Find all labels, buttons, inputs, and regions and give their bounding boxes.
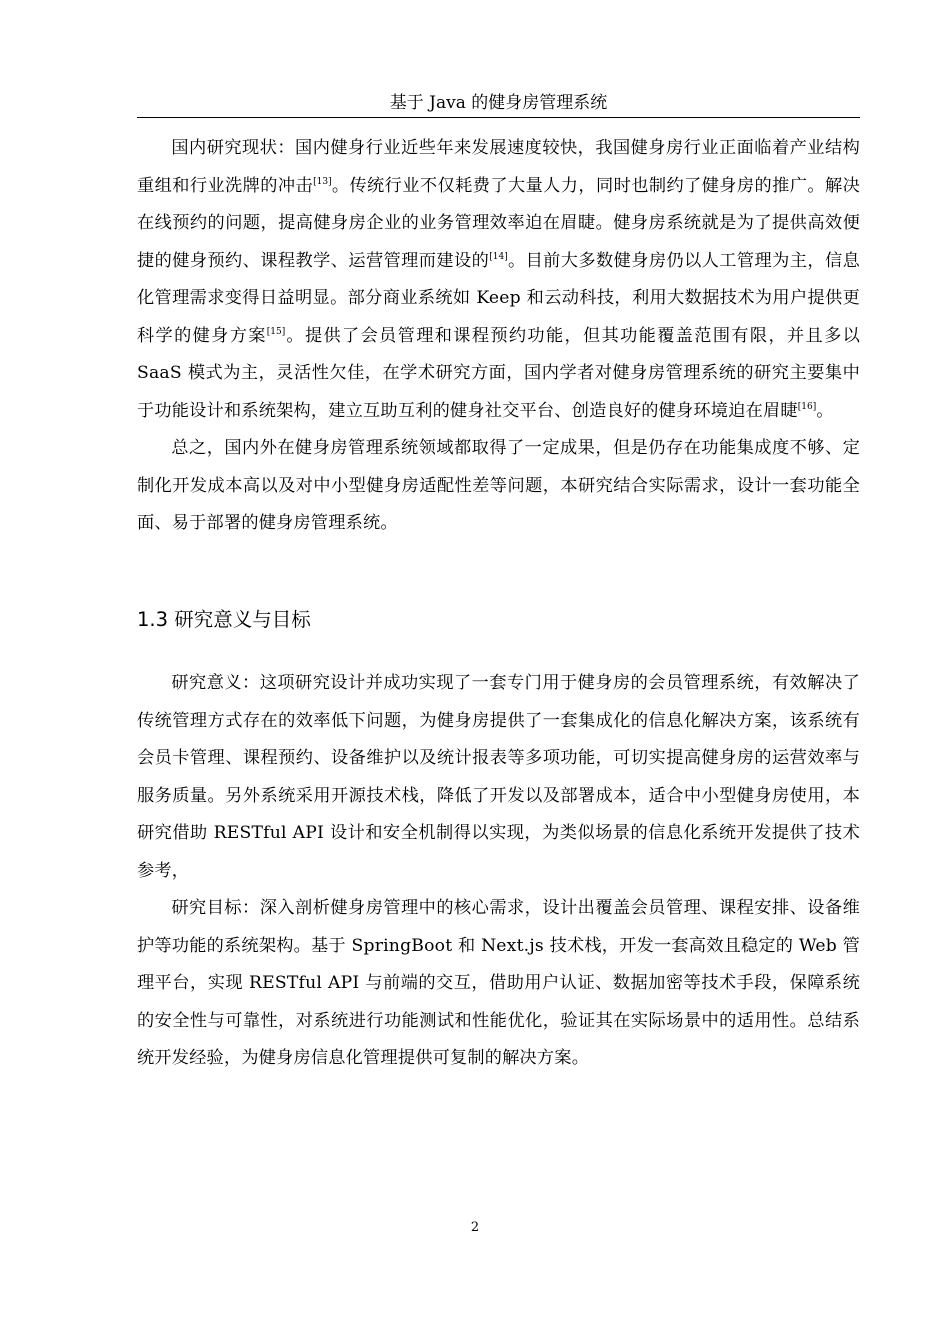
text-segment: 。提供了会员管理和课程预约功能，但其功能覆盖范围有限，并且多以 SaaS 模式为主，灵活性欠佳，在学术研究方面，国内学者对健身房管理系统的研究主要集中于功能设计和系统架构，建立互助互利的健身社交平台、创造良好的健身环境迫在眉睫	[137, 325, 860, 421]
citation-ref: [13]	[313, 176, 332, 187]
summary-paragraph: 总之，国内外在健身房管理系统领域都取得了一定成果，但是仍存在功能集成度不够、定制化开发成本高以及对中小型健身房适配性差等问题，本研究结合实际需求，设计一套功能全面、易于部署的健身房管理系统。	[137, 438, 860, 533]
objectives-paragraph: 研究目标：深入剖析健身房管理中的核心需求，设计出覆盖会员管理、课程安排、设备维护等功能的系统架构。基于 SpringBoot 和 Next.js 技术栈，开发一套高效且稳定的 Web 管理平台，实现 RESTful API 与前端的交互，借助用户认证、数据加密等技术手段，保障系统的安全性与可靠性，对系统进行功能测试和性能优化，验证其在实际场景中的适用性。总结系统开发经验，为健身房信息化管理提供可复制的解决方案。	[137, 898, 860, 1068]
citation-ref: [16]	[797, 401, 817, 412]
citation-ref: [15]	[266, 326, 286, 337]
text-segment: 。传统行业不仅耗费了大量人力，同时也制约了健身房的推广。解决在线预约的问题，提高健身房企业的业务管理效率迫在眉睫。健身房系统就是为了提供高效便捷的健身预约、课程教学、运营管理而建设的	[137, 175, 860, 271]
text-segment: 。	[816, 400, 834, 421]
domestic-research-paragraph	[137, 130, 860, 430]
page-header-title: 基于 Java 的健身房管理系统	[389, 93, 608, 113]
header-divider	[137, 117, 860, 118]
domestic-research-section	[137, 130, 860, 543]
citation-ref: [14]	[489, 251, 508, 262]
page-number: 2	[470, 1220, 480, 1235]
text-segment: 。目前大多数健身房仍以人工管理为主，信息化管理需求变得日益明显。部分商业系统如 Keep 和云动科技，利用大数据技术为用户提供更科学的健身方案	[137, 250, 860, 346]
text-segment: 国内研究现状：国内健身行业近些年来发展速度较快，我国健身房行业正面临着产业结构重组和行业洗牌的冲击	[137, 138, 860, 196]
significance-paragraph: 研究意义：这项研究设计并成功实现了一套专门用于健身房的会员管理系统，有效解决了传统管理方式存在的效率低下问题，为健身房提供了一套集成化的信息化解决方案，该系统有会员卡管理、课程预约、设备维护以及统计报表等多项功能，可切实提高健身房的运营效率与服务质量。另外系统采用开源技术栈，降低了开发以及部署成本，适合中小型健身房使用，本研究借助 RESTful API 设计和安全机制得以实现，为类似场景的信息化系统开发提供了技术参考，	[137, 673, 860, 881]
section-heading: 1.3 研究意义与目标	[137, 608, 311, 631]
significance-section	[137, 665, 860, 1078]
